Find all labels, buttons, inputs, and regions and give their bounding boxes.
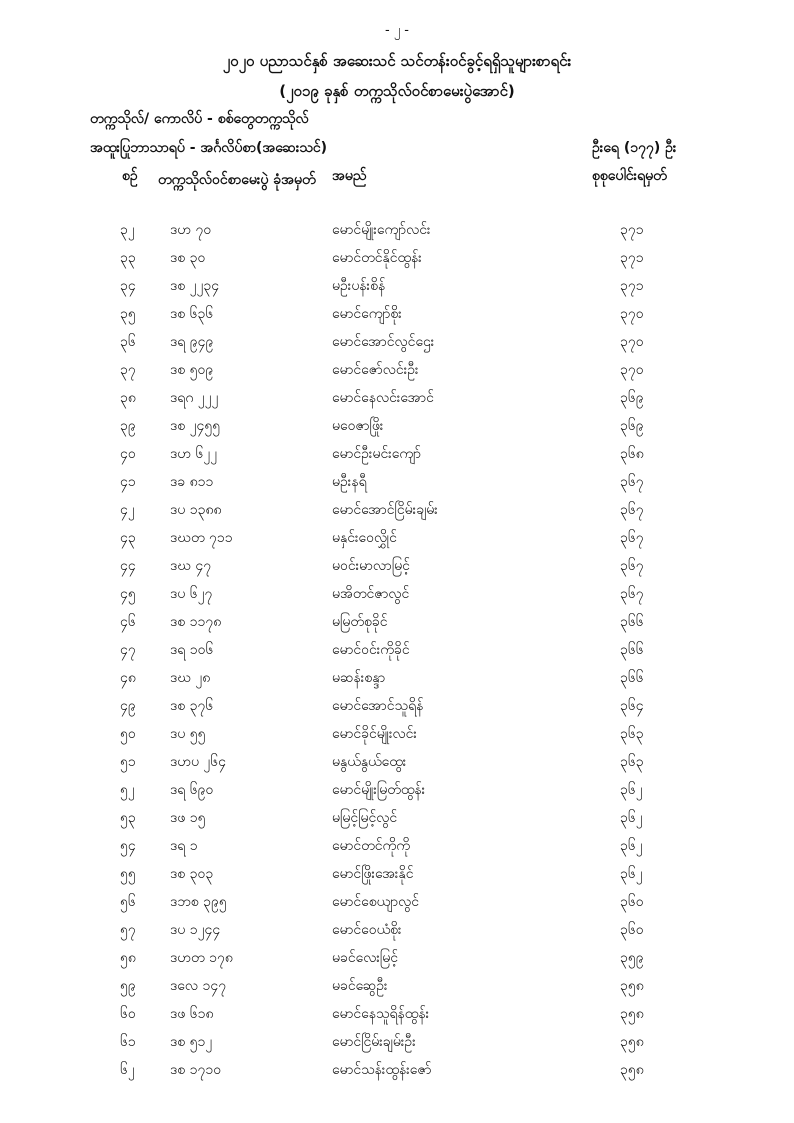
roll-number: ဒစ ၅၀၉ bbox=[170, 362, 214, 378]
roll-number: ဒဃတ ၇၁၁ bbox=[170, 530, 233, 546]
roll-number: ဒဟတ ၁၇၈ bbox=[170, 950, 233, 966]
column-header-mark: စုစုပေါင်းရမှတ် bbox=[592, 168, 667, 184]
roll-number: ဒရ ၁၀၆ bbox=[170, 642, 214, 658]
student-name: မောင်အောင်သူရိန် bbox=[332, 698, 424, 714]
total-mark: ၃၆၇ bbox=[620, 502, 644, 518]
column-header-roll: တက္ကသိုလ်ဝင်စာမေးပွဲ ခုံအမှတ် bbox=[158, 172, 316, 188]
table-row bbox=[0, 638, 794, 666]
student-name: မောင်နေသူရိန်ထွန်း bbox=[332, 1006, 430, 1022]
student-name: မဦးပန်းစိန် bbox=[332, 278, 386, 294]
row-number: ၅၇ bbox=[120, 922, 136, 938]
student-name: မနွယ်နွယ်ထွေး bbox=[332, 754, 407, 770]
row-number: ၄၈ bbox=[120, 670, 136, 686]
roll-number: ဒဟပ ၂၆၄ bbox=[170, 754, 227, 770]
row-number: ၄၇ bbox=[120, 642, 136, 658]
roll-number: ဒစ ၁၇၁၀ bbox=[170, 1062, 222, 1078]
student-name: မဆန်းစန္ဒာ bbox=[332, 670, 386, 686]
document-title: ၂၀၂၀ ပညာသင်နှစ် အဆေးသင် သင်တန်းဝင်ခွင့်ရရှိသူများစာရင်း bbox=[222, 52, 572, 70]
student-name: မောင်ဝင်းကိုခိုင် bbox=[332, 642, 410, 658]
total-mark: ၃၆၂ bbox=[620, 838, 643, 854]
student-name: မဝင်းမာလာမြင့် bbox=[332, 558, 410, 574]
row-number: ၃၆ bbox=[120, 334, 136, 350]
total-mark: ၃၇၀ bbox=[620, 334, 644, 350]
total-mark: ၃၆၉ bbox=[620, 418, 644, 434]
total-mark: ၃၆၄ bbox=[620, 698, 644, 714]
student-name: မောင်ကျော်စိုး bbox=[332, 306, 402, 322]
roll-number: ဒဖ ၆၁၈ bbox=[170, 1006, 214, 1022]
student-name: မောင်ခိုင်မျိုးလင်း bbox=[332, 726, 417, 742]
table-row bbox=[0, 666, 794, 694]
roll-number: ဒရဂ ၂၂၂ bbox=[170, 390, 219, 406]
table-row bbox=[0, 302, 794, 330]
row-number: ၄၀ bbox=[120, 446, 136, 462]
table-row bbox=[0, 246, 794, 274]
row-number: ၅၄ bbox=[120, 838, 136, 854]
total-mark: ၃၇၁ bbox=[620, 250, 644, 266]
total-mark: ၃၆၃ bbox=[620, 726, 644, 742]
row-number: ၃၂ bbox=[120, 222, 135, 238]
row-number: ၅၉ bbox=[120, 978, 136, 994]
table-row bbox=[0, 442, 794, 470]
roll-number: ဒရ ၆၉၀ bbox=[170, 782, 214, 798]
table-row bbox=[0, 1030, 794, 1058]
table-row bbox=[0, 834, 794, 862]
roll-number: ဒစ ၃၀၃ bbox=[170, 866, 214, 882]
student-name: မဦးနရီ bbox=[332, 474, 367, 490]
university-label: တက္ကသိုလ်/ ကောလိပ် - စစ်တွေတက္ကသိုလ် bbox=[90, 111, 309, 127]
table-row bbox=[0, 386, 794, 414]
total-mark: ၃၆၆ bbox=[620, 670, 644, 686]
table-row bbox=[0, 218, 794, 246]
row-number: ၃၅ bbox=[120, 306, 136, 322]
table-row bbox=[0, 582, 794, 610]
column-header-no: စဉ် bbox=[122, 168, 138, 184]
table-row bbox=[0, 778, 794, 806]
student-name: မောင်ဇော်လင်းဦး bbox=[332, 362, 419, 378]
row-number: ၃၃ bbox=[120, 250, 136, 266]
student-name: မောင်ဖြိုးအေးနိုင် bbox=[332, 866, 414, 882]
row-number: ၅၃ bbox=[120, 810, 136, 826]
roll-number: ဒပ ၁၃၈၈ bbox=[170, 502, 222, 518]
roll-number: ဒရ ၁ bbox=[170, 838, 198, 854]
total-mark: ၃၆၈ bbox=[620, 446, 644, 462]
student-name: မောင်ငြိမ်းချမ်းဦး bbox=[332, 1034, 416, 1050]
total-mark: ၃၆၇ bbox=[620, 586, 644, 602]
total-mark: ၃၆၇ bbox=[620, 530, 644, 546]
row-number: ၄၅ bbox=[120, 586, 136, 602]
row-number: ၄၃ bbox=[120, 530, 136, 546]
student-name: မောင်မျိုးကျော်လင်း bbox=[332, 222, 431, 238]
row-number: ၄၉ bbox=[120, 698, 136, 714]
table-row bbox=[0, 470, 794, 498]
roll-number: ဒပ ၆၂၇ bbox=[170, 586, 213, 602]
roll-number: ဒဃ ၄၇ bbox=[170, 558, 212, 574]
table-row bbox=[0, 610, 794, 638]
roll-number: ဒစ ၃၇၆ bbox=[170, 698, 214, 714]
row-number: ၅၈ bbox=[120, 950, 136, 966]
row-number: ၄၆ bbox=[120, 614, 136, 630]
roll-number: ဒစ ၁၁၇၈ bbox=[170, 614, 222, 630]
row-number: ၆၂ bbox=[120, 1062, 135, 1078]
total-mark: ၃၇၁ bbox=[620, 278, 644, 294]
roll-number: ဒစ ၅၁၂ bbox=[170, 1034, 213, 1050]
row-number: ၃၉ bbox=[120, 418, 136, 434]
table-row bbox=[0, 330, 794, 358]
student-name: မအိတင်ဇာလွင် bbox=[332, 586, 410, 602]
row-number: ၃၄ bbox=[120, 278, 136, 294]
total-mark: ၃၆၀ bbox=[620, 922, 644, 938]
total-mark: ၃၆၆ bbox=[620, 642, 644, 658]
table-row bbox=[0, 554, 794, 582]
row-number: ၅၁ bbox=[120, 754, 136, 770]
student-name: မခင်လေးမြင့် bbox=[332, 950, 399, 966]
student-name: မောင်သန်းထွန်းဇော် bbox=[332, 1062, 432, 1078]
student-name: မောင်တင်နိုင်ထွန်း bbox=[332, 250, 422, 266]
page-number: - ၂ - bbox=[384, 23, 410, 38]
row-number: ၄၄ bbox=[120, 558, 136, 574]
row-number: ၆၁ bbox=[120, 1034, 136, 1050]
row-number: ၅၂ bbox=[120, 782, 135, 798]
student-name: မဝေဇာဖြိုး bbox=[332, 418, 384, 434]
results-table bbox=[0, 218, 794, 1086]
row-number: ၄၁ bbox=[120, 474, 136, 490]
student-name: မောင်နေလင်းအောင် bbox=[332, 390, 434, 406]
total-mark: ၃၅၈ bbox=[620, 1062, 644, 1078]
row-number: ၃၈ bbox=[120, 390, 136, 406]
roll-number: ဒဖ ၁၅ bbox=[170, 810, 206, 826]
table-row bbox=[0, 1002, 794, 1030]
total-mark: ၃၆၀ bbox=[620, 894, 644, 910]
row-number: ၆၀ bbox=[120, 1006, 136, 1022]
table-row bbox=[0, 414, 794, 442]
table-row bbox=[0, 918, 794, 946]
roll-number: ဒပ ၅၅ bbox=[170, 726, 206, 742]
table-row bbox=[0, 498, 794, 526]
row-number: ၄၂ bbox=[120, 502, 135, 518]
table-row bbox=[0, 806, 794, 834]
table-row bbox=[0, 526, 794, 554]
student-name: မောင်ဝေယံစိုး bbox=[332, 922, 402, 938]
total-mark: ၃၅၉ bbox=[620, 950, 644, 966]
total-mark: ၃၅၈ bbox=[620, 1034, 644, 1050]
table-row bbox=[0, 862, 794, 890]
row-number: ၅၀ bbox=[120, 726, 136, 742]
table-row bbox=[0, 358, 794, 386]
student-name: မခင်ဆွေဦး bbox=[332, 978, 388, 994]
roll-number: ဒစ ၂၂၃၄ bbox=[170, 278, 220, 294]
student-name: မောင်စေယျာလွင် bbox=[332, 894, 420, 910]
table-row bbox=[0, 694, 794, 722]
table-row bbox=[0, 974, 794, 1002]
document-subtitle: (၂၀၁၉ ခုနှစ် တက္ကသိုလ်ဝင်စာမေးပွဲအောင်) bbox=[279, 82, 515, 100]
student-name: မမြင့်မြင့်လွင် bbox=[332, 810, 398, 826]
student-count: ဦးရေ (၁၇၇) ဦး bbox=[592, 140, 677, 156]
roll-number: ဒဃ ၂၈ bbox=[170, 670, 211, 686]
table-row bbox=[0, 722, 794, 750]
total-mark: ၃၇၀ bbox=[620, 306, 644, 322]
student-name: မောင်အောင်ငြိမ်းချမ်း bbox=[332, 502, 438, 518]
roll-number: ဒရ ၉၄၉ bbox=[170, 334, 214, 350]
row-number: ၅၆ bbox=[120, 894, 136, 910]
roll-number: ဒဟ ၇၀ bbox=[170, 222, 212, 238]
total-mark: ၃၇၀ bbox=[620, 362, 644, 378]
subject-label: အထူးပြုဘာသာရပ် - အင်္ဂလိပ်စာ(အဆေးသင်) bbox=[90, 140, 328, 156]
roll-number: ဒစ ၃၀ bbox=[170, 250, 206, 266]
student-name: မောင်တင်ကိုကို bbox=[332, 838, 410, 854]
row-number: ၅၅ bbox=[120, 866, 136, 882]
total-mark: ၃၆၂ bbox=[620, 810, 643, 826]
total-mark: ၃၇၁ bbox=[620, 222, 644, 238]
total-mark: ၃၅၈ bbox=[620, 1006, 644, 1022]
table-row bbox=[0, 750, 794, 778]
table-row bbox=[0, 946, 794, 974]
roll-number: ဒစ ၂၄၅၅ bbox=[170, 418, 221, 434]
total-mark: ၃၆၂ bbox=[620, 866, 643, 882]
total-mark: ၃၆၂ bbox=[620, 782, 643, 798]
table-row bbox=[0, 890, 794, 918]
roll-number: ဒဟ ၆၂၂ bbox=[170, 446, 218, 462]
student-name: မောင်ဦးမင်းကျော် bbox=[332, 446, 422, 462]
table-row bbox=[0, 274, 794, 302]
roll-number: ဒခ ၈၁၁ bbox=[170, 474, 214, 490]
roll-number: ဒပ ၁၂၄၄ bbox=[170, 922, 221, 938]
total-mark: ၃၆၃ bbox=[620, 754, 644, 770]
total-mark: ၃၆၇ bbox=[620, 558, 644, 574]
student-name: မနှင်းဝေလွှိုင် bbox=[332, 530, 397, 546]
column-header-name: အမည် bbox=[332, 168, 367, 184]
total-mark: ၃၆၆ bbox=[620, 614, 644, 630]
total-mark: ၃၆၇ bbox=[620, 474, 644, 490]
total-mark: ၃၆၉ bbox=[620, 390, 644, 406]
student-name: မောင်မျိုးမြတ်ထွန်း bbox=[332, 782, 426, 798]
student-name: မမြတ်စုခိုင် bbox=[332, 614, 388, 630]
row-number: ၃၇ bbox=[120, 362, 136, 378]
student-name: မောင်အောင်လွင်ဌေး bbox=[332, 334, 435, 350]
table-row bbox=[0, 1058, 794, 1086]
roll-number: ဒစ ၆၃၆ bbox=[170, 306, 214, 322]
roll-number: ဒလေ ၁၄၇ bbox=[170, 978, 227, 994]
roll-number: ဒဘစ ၃၉၅ bbox=[170, 894, 227, 910]
total-mark: ၃၅၈ bbox=[620, 978, 644, 994]
